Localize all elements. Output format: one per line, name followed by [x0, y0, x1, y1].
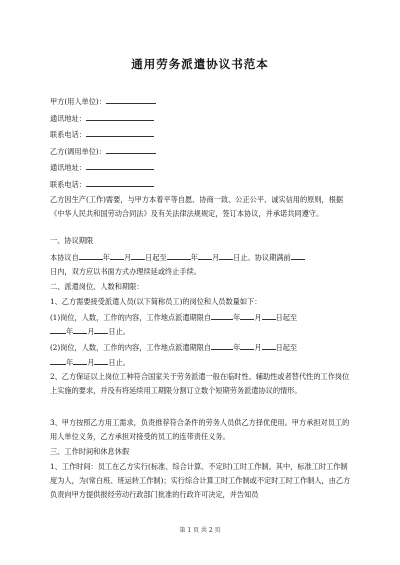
post-2-line	[50, 342, 360, 353]
term-end-year-unit: 年	[190, 253, 198, 262]
section-1-title: 一、协议期限	[50, 236, 94, 245]
party-b-phone-blank	[86, 179, 154, 187]
party-b-address-label: 通讯地址：	[50, 163, 86, 172]
post-1-year-unit: 年	[233, 313, 241, 322]
term-end-month-blank	[198, 252, 212, 260]
post-1-end-year-blank	[50, 326, 66, 334]
term-line-2: 日内，双方应以书面方式办理续延或终止手续。	[50, 267, 201, 276]
party-a-phone-blank	[86, 129, 154, 137]
section-3-title: 三、工作时间和休息休假	[50, 447, 130, 456]
party-a-phone-line	[50, 129, 360, 140]
party-a-address-label: 通讯地址：	[50, 114, 86, 123]
post-1-start-year-blank	[211, 312, 233, 320]
page-footer: 第 1 页 共 2 页	[179, 527, 221, 534]
party-a-address-blank	[86, 113, 154, 121]
post-1-start-month-blank	[240, 312, 254, 320]
post-2-until: 日起至	[275, 343, 298, 352]
party-a-blank	[106, 96, 156, 104]
term-notice-days-blank	[291, 252, 305, 260]
term-end-year-blank	[167, 252, 191, 260]
post-1-line	[50, 312, 360, 323]
post-1-line-2	[50, 326, 360, 337]
party-b-line	[50, 146, 360, 157]
post-1-start-day-blank	[262, 312, 276, 320]
term-end-day-blank	[219, 252, 233, 260]
term-start-day-blank	[131, 252, 145, 260]
party-a-phone-label: 联系电话：	[50, 130, 86, 139]
party-b-phone-line	[50, 179, 360, 190]
post-2-text: (2)岗位，人数，工作的内容，工作地点派遣期限自	[50, 343, 212, 352]
section-2-item-3: 3、甲方按照乙方用工需求，负责推荐符合条件的劳务人员供乙方择优使用。甲方承担对员工的用人单位义务，乙方承担对接受的员工的连带责任义务。	[50, 418, 350, 441]
post-1-end-year-unit: 年	[66, 327, 74, 336]
term-start-month-blank	[110, 252, 124, 260]
party-b-phone-label: 联系电话：	[50, 180, 86, 189]
post-2-year-unit: 年	[233, 343, 241, 352]
post-1-text: (1)岗位，人数，工作的内容，工作地点派遣期限自	[50, 313, 212, 322]
term-text-until: 日起至	[145, 253, 167, 262]
post-2-end-year-blank	[50, 357, 66, 365]
section-2-title: 二、派遣岗位、人数和期限：	[50, 282, 144, 291]
section-3-item-1: 1、工作时间：员工在乙方实行(标准、综合计算、不定时)工时工作制。其中，标准工时工作制度为人，为(常白班、班运转工作制)；实行综合计算工时工作制或不定时工时工作制人，由乙方负责向甲方提供报经劳动行政部门批准的行政许可决定，并告知员	[50, 462, 351, 499]
term-text-start: 本协议自	[50, 253, 79, 262]
party-b-address-blank	[86, 162, 154, 170]
post-2-month-unit: 月	[254, 343, 262, 352]
post-1-end: 日止。	[108, 327, 130, 336]
term-month-unit: 月	[123, 253, 132, 262]
party-b-address-line	[50, 162, 360, 173]
post-2-end-day-blank	[94, 357, 108, 365]
post-2-end: 日止。	[108, 358, 130, 367]
post-2-start-month-blank	[240, 342, 254, 350]
preamble-paragraph: 乙方因生产(工作)需要，与甲方本着平等自愿、协商一致、公正公平、诚实信用的原则，根据《中华人民共和国劳动合同法》及有关法律法规规定，签订本协议，并承诺共同遵守。	[50, 195, 344, 218]
post-2-line-2	[50, 357, 360, 368]
term-start-year-blank	[79, 252, 103, 260]
post-2-start-year-blank	[211, 342, 233, 350]
post-2-end-year-unit: 年	[66, 358, 74, 367]
page-title: 通用劳务派遣协议书范本	[131, 57, 269, 71]
post-2-start-day-blank	[262, 342, 276, 350]
party-b-blank	[106, 146, 156, 154]
post-2-end-month-unit: 月	[87, 358, 95, 367]
term-text-end: 日止。协议期满前	[233, 253, 291, 262]
post-1-month-unit: 月	[254, 313, 262, 322]
party-a-label: 甲方(用人单位)：	[50, 97, 106, 106]
post-1-end-day-blank	[94, 326, 108, 334]
term-end-month-unit: 月	[211, 253, 220, 262]
post-2-end-month-blank	[73, 357, 87, 365]
post-1-end-month-blank	[73, 326, 87, 334]
party-b-label: 乙方(调用单位)：	[50, 147, 106, 156]
party-a-address-line	[50, 113, 360, 124]
section-2-item-2: 2、乙方保证以上岗位工种符合国家关于劳务派遣一般在临时性、辅助性或者替代性的工作岗位上实施的要求，并没有将延续用工期限分割订立数个短期劳务派遣协议的情形。	[50, 372, 350, 395]
post-1-end-month-unit: 月	[87, 327, 95, 336]
post-1-until: 日起至	[275, 313, 298, 322]
party-a-line	[50, 96, 360, 107]
term-line	[50, 252, 360, 263]
term-year-unit: 年	[102, 253, 110, 262]
section-2-item-1: 1、乙方需要接受派遣人员(以下简称员工)的岗位和人员数量如下：	[50, 297, 262, 306]
